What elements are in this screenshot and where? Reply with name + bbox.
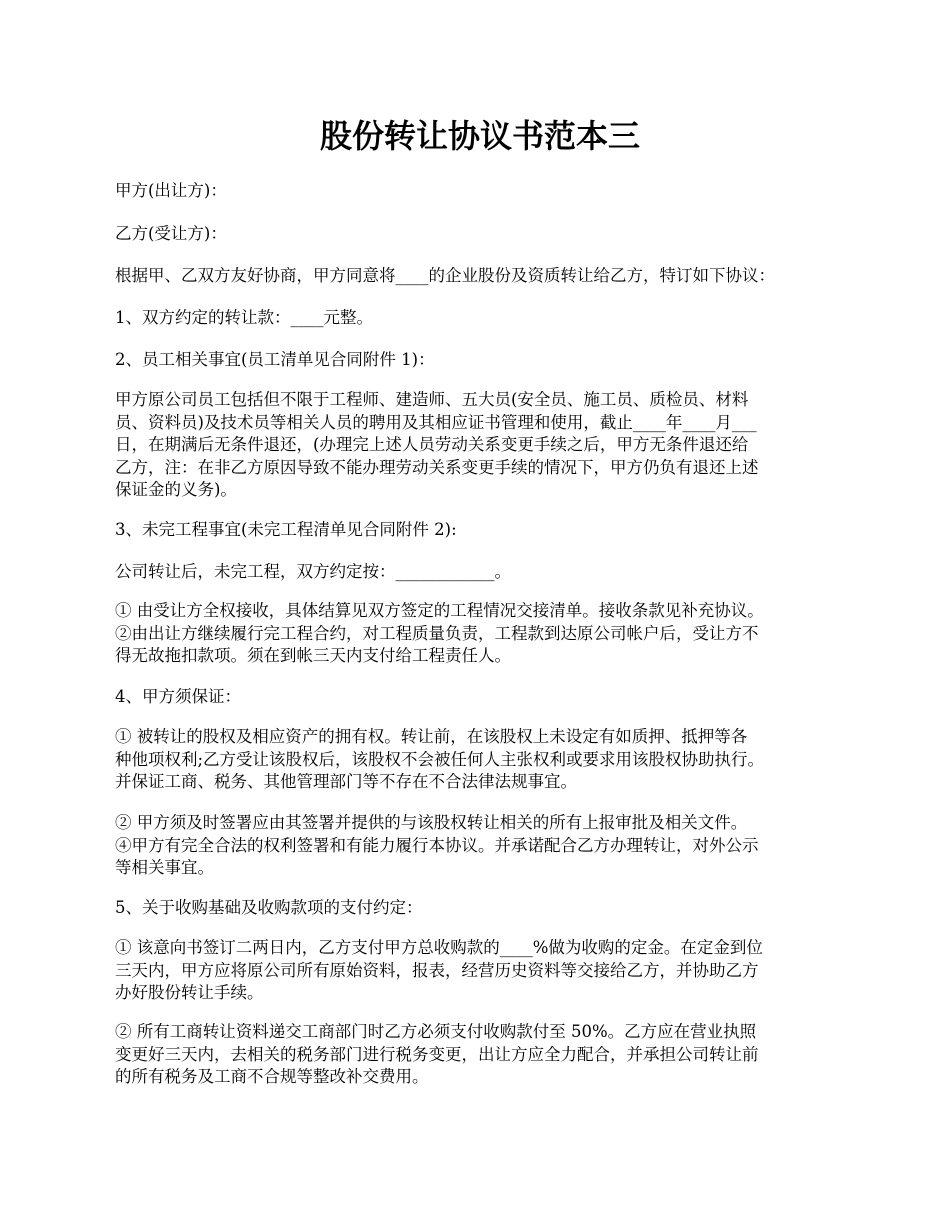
text-line: 根据甲、乙双方友好协商，甲方同意将____的企业股份及资质转让给乙方，特订如下协议： xyxy=(115,266,775,285)
clause-1-heading xyxy=(115,307,845,330)
text-line: 三天内，甲方应将原公司所有原始资料，报表，经营历史资料等交接给乙方，并协助乙方 xyxy=(115,960,759,980)
text-line: 2、员工相关事宜(员工清单见合同附件 1)： xyxy=(115,350,435,369)
text-line: 5、关于收购基础及收购款项的支付约定： xyxy=(115,898,423,917)
text-line: 的所有税务及工商不合规等整改补交费用。 xyxy=(115,1067,429,1086)
text-line: ②由出让方继续履行完工程合约，对工程质量负责，工程款到达原公司帐户后，受让方不 xyxy=(115,623,759,643)
party-b-line xyxy=(115,223,845,246)
clause-4-heading xyxy=(115,686,845,709)
text-line: ② 所有工商转让资料递交工商部门时乙方必须支付收购款付至 50%。乙方应在营业执照 xyxy=(115,1022,757,1041)
text-line: 乙方，注：在非乙方原因导致不能办理劳动关系变更手续的情况下，甲方仍负有退还上述 xyxy=(115,457,759,477)
clause-5-item-2 xyxy=(115,1021,845,1089)
text-line: 3、未完工程事宜(未完工程清单见合同附件 2): xyxy=(115,520,457,539)
text-line: 并保证工商、税务、其他管理部门等不存在不合法律法规事宜。 xyxy=(115,772,577,791)
text-line: 等相关事宜。 xyxy=(115,858,214,877)
clause-3-heading xyxy=(115,519,845,542)
text-line: 公司转让后，未完工程，双方约定按：____________。 xyxy=(115,562,511,581)
text-line: 种他项权利;乙方受让该股权后，该股权不会被任何人主张权利或要求用该股权协助执行。 xyxy=(115,749,765,769)
clause-2-heading xyxy=(115,349,845,372)
text-line: 1、双方约定的转让款：____元整。 xyxy=(115,308,373,327)
clause-4-item-1 xyxy=(115,726,845,794)
document-title: 股份转让协议书范本三 xyxy=(319,117,640,155)
text-line: 乙方(受让方)： xyxy=(115,224,227,243)
party-a-line xyxy=(115,180,845,203)
text-line: 日，在期满后无条件退还，(办理完上述人员劳动关系变更手续之后，甲方无条件退还给 xyxy=(115,435,749,454)
clause-5-item-1 xyxy=(115,937,845,1005)
clause-5-heading xyxy=(115,897,845,920)
text-line: 保证金的义务)。 xyxy=(115,480,237,499)
text-line: 办好股份转让手续。 xyxy=(115,983,264,1002)
text-line: ① 被转让的股权及相应资产的拥有权。转让前，在该股权上未设定有如质押、抵押等各 xyxy=(115,727,748,746)
text-line: ① 该意向书签订二两日内，乙方支付甲方总收购款的____%做为收购的定金。在定金到位 xyxy=(115,938,763,957)
text-line: ① 由受让方全权接收，具体结算见双方签定的工程情况交接清单。接收条款见补充协议。 xyxy=(115,601,764,620)
clause-2-body xyxy=(115,389,845,502)
text-line: 变更好三天内，去相关的税务部门进行税务变更，出让方应全力配合，并承担公司转让前 xyxy=(115,1044,759,1064)
text-line: ④甲方有完全合法的权利签署和有能力履行本协议。并承诺配合乙方办理转让，对外公示 xyxy=(115,835,759,855)
text-line: 甲方(出让方)： xyxy=(115,181,227,200)
text-line: 员、资料员)及技术员等相关人员的聘用及其相应证书管理和使用，截止____年____月___ xyxy=(115,412,757,432)
preamble-paragraph xyxy=(115,265,845,288)
clause-3-body xyxy=(115,561,845,584)
text-line: 甲方原公司员工包括但不限于工程师、建造师、五大员(安全员、施工员、质检员、材料 xyxy=(115,390,749,409)
clause-4-item-2 xyxy=(115,812,845,880)
clause-3-options xyxy=(115,600,845,668)
text-line: 得无故拖扣款项。须在到帐三天内支付给工程责任人。 xyxy=(115,646,511,665)
text-line: 4、甲方须保证： xyxy=(115,687,241,706)
text-line: ② 甲方须及时签署应由其签署并提供的与该股权转让相关的所有上报审批及相关文件。 xyxy=(115,813,748,832)
